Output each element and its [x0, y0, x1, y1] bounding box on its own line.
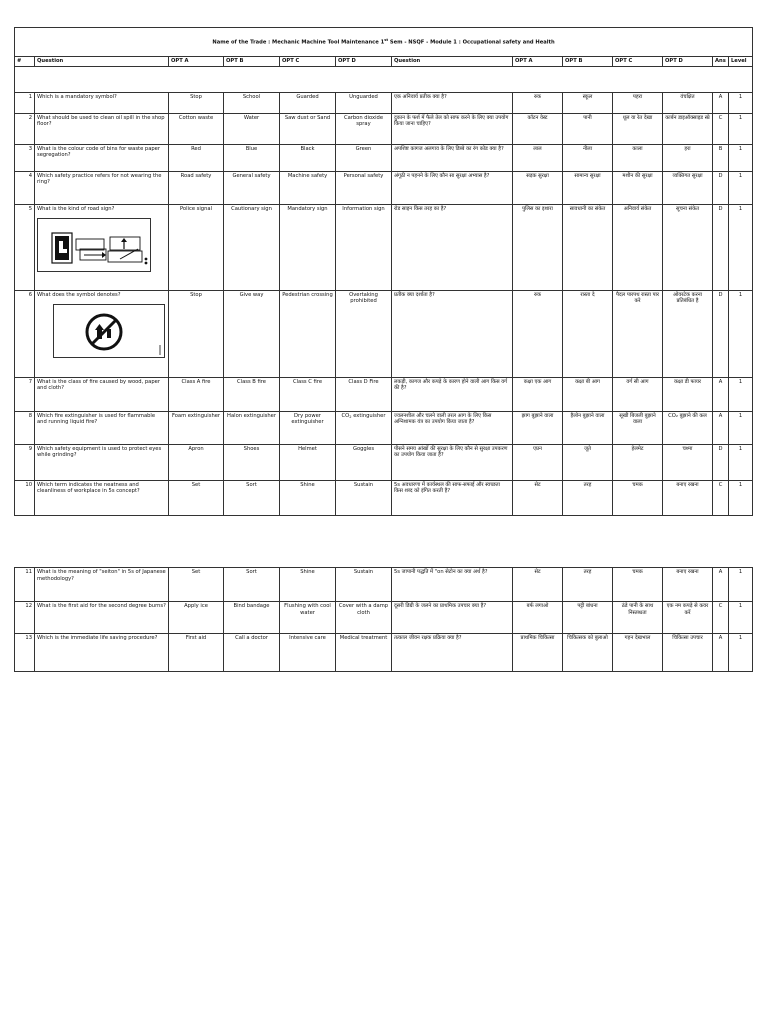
option-d: Information sign	[336, 204, 392, 290]
table-row	[15, 377, 753, 411]
option-a: First aid	[169, 634, 224, 672]
row-number: 8	[15, 411, 35, 444]
option-b: General safety	[224, 171, 280, 204]
column-header-row	[15, 57, 753, 67]
question-text-hindi: तत्काल जीवन रक्षक प्रक्रिया क्या है?	[392, 634, 513, 672]
option-a: Red	[169, 144, 224, 171]
table-row	[15, 444, 753, 480]
option-c: Guarded	[280, 92, 336, 113]
col-header-opt-a-hindi: OPT A	[513, 57, 563, 67]
question-text: Which safety practice refers for not wearing the ring?	[35, 171, 169, 204]
option-d-hindi: ओवरटेक करना प्रतिबंधित है	[663, 290, 713, 377]
table-row	[15, 171, 753, 204]
question-table-page1	[14, 27, 753, 516]
option-d: Unguarded	[336, 92, 392, 113]
option-d: Sustain	[336, 568, 392, 602]
option-c: Flushing with cool water	[280, 602, 336, 634]
table-row	[15, 634, 753, 672]
option-c-hindi: मशीन की सुरक्षा	[613, 171, 663, 204]
question-text: Which term indicates the neatness and cleanliness of workplace in 5s concept?	[35, 480, 169, 515]
question-text-hindi: दुकान के फर्श में फैले तेल को साफ करने के लिए क्या उपयोग किया जाना चाहिए?	[392, 113, 513, 144]
option-b: Give way	[224, 290, 280, 377]
col-header-opt-b-hindi: OPT B	[563, 57, 613, 67]
option-b: Shoes	[224, 444, 280, 480]
option-d-hindi: बनाए रखना	[663, 568, 713, 602]
row-number: 10	[15, 480, 35, 515]
question-text: What is the first aid for the second degree burns?	[35, 602, 169, 634]
option-c-hindi: धूल या रेत देखा	[613, 113, 663, 144]
option-c: Class C fire	[280, 377, 336, 411]
answer: A	[713, 634, 729, 672]
option-d-hindi: कार्बन डाइऑक्साइड स्प्रे	[663, 113, 713, 144]
question-text-hindi: ज्वलनशील और चलने वाली तरल आग के लिए किस अग्निशामक यंत्र का उपयोग किया जाता है?	[392, 411, 513, 444]
table-row	[15, 113, 753, 144]
option-c-hindi: गहन देखभाल	[613, 634, 663, 672]
option-c: Saw dust or Sand	[280, 113, 336, 144]
option-a-hindi: एप्रन	[513, 444, 563, 480]
row-number: 5	[15, 204, 35, 290]
option-b-hindi: कक्षा बी आग	[563, 377, 613, 411]
option-c-hindi: हेलमेट	[613, 444, 663, 480]
table-row	[15, 204, 753, 290]
level: 1	[729, 568, 753, 602]
level: 1	[729, 204, 753, 290]
question-text: What does the symbol denotes?	[37, 291, 121, 298]
option-b: Water	[224, 113, 280, 144]
option-a-hindi: रुक	[513, 290, 563, 377]
answer: B	[713, 144, 729, 171]
option-a: Class A fire	[169, 377, 224, 411]
option-d-hindi: CO₂ बुझाने की कल	[663, 411, 713, 444]
answer: D	[713, 444, 729, 480]
table-row	[15, 602, 753, 634]
answer: C	[713, 480, 729, 515]
option-b-hindi: हैलोन बुझाने वाला	[563, 411, 613, 444]
option-d-hindi: चश्मा	[663, 444, 713, 480]
option-d-hindi: कक्षा डी फायर	[663, 377, 713, 411]
question-text: What is the class of fire caused by wood, paper and cloth?	[35, 377, 169, 411]
question-text-hindi: प्रतीक क्या दर्शाता है?	[392, 290, 513, 377]
option-c: Helmet	[280, 444, 336, 480]
table-row	[15, 290, 753, 377]
option-b-hindi: सामान्य सुरक्षा	[563, 171, 613, 204]
option-a-hindi: पुलिस का इशारा	[513, 204, 563, 290]
option-a-hindi: लाल	[513, 144, 563, 171]
row-number: 13	[15, 634, 35, 672]
level: 1	[729, 171, 753, 204]
answer: A	[713, 377, 729, 411]
question-text-hindi: पीसने समय आंखों की सुरक्षा के लिए कौन से सुरक्षा उपकरण का उपयोग किया जाता है?	[392, 444, 513, 480]
option-a-hindi: कॉटन वेस्ट	[513, 113, 563, 144]
option-d-hindi: एक नम कपड़े से कवर करें	[663, 602, 713, 634]
option-b-hindi: सावधानी का संकेत	[563, 204, 613, 290]
option-b-hindi: पट्टी बांधना	[563, 602, 613, 634]
option-a-hindi: कक्षा एक आग	[513, 377, 563, 411]
option-c-hindi: अनिवार्य संकेत	[613, 204, 663, 290]
question-text-hindi: 5s अवधारणा में कार्यस्थल की साफ-सफाई और स्वच्छता किस शब्द को इंगित करती है?	[392, 480, 513, 515]
row-number: 3	[15, 144, 35, 171]
option-d: Carbon dioxide spray	[336, 113, 392, 144]
option-d-hindi: चिकित्सा उपचार	[663, 634, 713, 672]
col-header-answer: Ans	[713, 57, 729, 67]
option-d: CO2 extinguisher	[336, 411, 392, 444]
option-a: Cotton waste	[169, 113, 224, 144]
option-d: Personal safety	[336, 171, 392, 204]
option-b-hindi: पानी	[563, 113, 613, 144]
option-a-hindi: सेट	[513, 480, 563, 515]
table-row	[15, 480, 753, 515]
option-a: Stop	[169, 92, 224, 113]
option-c: Shine	[280, 568, 336, 602]
option-a-hindi: सेट	[513, 568, 563, 602]
option-d-hindi: बनाए रखना	[663, 480, 713, 515]
question-text-hindi: एक अनिवार्य प्रतीक क्या है?	[392, 92, 513, 113]
option-a-hindi: बर्फ लगाओ	[513, 602, 563, 634]
answer: A	[713, 92, 729, 113]
table-row	[15, 92, 753, 113]
option-c: Dry power extinguisher	[280, 411, 336, 444]
option-a: Set	[169, 568, 224, 602]
option-d-hindi: सूचना संकेत	[663, 204, 713, 290]
question-table-page2	[14, 567, 753, 672]
question-cell	[35, 290, 169, 377]
answer: D	[713, 171, 729, 204]
level: 1	[729, 92, 753, 113]
option-b: Sort	[224, 568, 280, 602]
option-c: Intensive care	[280, 634, 336, 672]
option-a-hindi: झाग बुझाने वाला	[513, 411, 563, 444]
option-b: Sort	[224, 480, 280, 515]
option-c: Black	[280, 144, 336, 171]
option-a-hindi: प्राथमिक चिकित्सा	[513, 634, 563, 672]
table-row	[15, 568, 753, 602]
col-header-opt-c-hindi: OPT C	[613, 57, 663, 67]
col-header-opt-d: OPT D	[336, 57, 392, 67]
option-a: Apron	[169, 444, 224, 480]
option-c-hindi: चमक	[613, 568, 663, 602]
question-text: Which fire extinguisher is used for flammable and running liquid fire?	[35, 411, 169, 444]
option-c-hindi: ठंडे पानी के साथ निस्तब्धता	[613, 602, 663, 634]
level: 1	[729, 602, 753, 634]
option-b: Blue	[224, 144, 280, 171]
question-text: Which is the immediate life saving procedure?	[35, 634, 169, 672]
option-c-hindi: सूखी बिजली बुझाने वाला	[613, 411, 663, 444]
option-c-hindi: काला	[613, 144, 663, 171]
table-row	[15, 144, 753, 171]
row-number: 7	[15, 377, 35, 411]
option-a: Road safety	[169, 171, 224, 204]
col-header-level: Level	[729, 57, 753, 67]
question-text: What is the meaning of "seiton" in 5s of Japanese methodology?	[35, 568, 169, 602]
sheet-title: Name of the Trade : Mechanic Machine Tool Maintenance 1st Sem - NSQF - Module 1 : Occupational safety and Health	[15, 28, 753, 57]
question-text-hindi: अंगूठी न पहनने के लिए कौन सा सुरक्षा अभ्यास है?	[392, 171, 513, 204]
row-number: 6	[15, 290, 35, 377]
level: 1	[729, 113, 753, 144]
question-text: What is the colour code of bins for waste paper segregation?	[35, 144, 169, 171]
question-text-hindi: अपशिष्ट कागज अलगाव के लिए डिब्बे का रंग कोड क्या है?	[392, 144, 513, 171]
option-b: Call a doctor	[224, 634, 280, 672]
option-a-hindi: सड़क सुरक्षा	[513, 171, 563, 204]
option-b-hindi: नीला	[563, 144, 613, 171]
col-header-opt-a: OPT A	[169, 57, 224, 67]
option-c: Mandatory sign	[280, 204, 336, 290]
road-sign-image	[37, 218, 151, 272]
row-number: 12	[15, 602, 35, 634]
level: 1	[729, 634, 753, 672]
question-text: Which safety equipment is used to protect eyes while grinding?	[35, 444, 169, 480]
row-number: 1	[15, 92, 35, 113]
option-a: Police signal	[169, 204, 224, 290]
option-d-hindi: व्यक्तिगत सुरक्षा	[663, 171, 713, 204]
option-b: Class B fire	[224, 377, 280, 411]
option-d: Class D Fire	[336, 377, 392, 411]
col-header-number: #	[15, 57, 35, 67]
option-c: Machine safety	[280, 171, 336, 204]
col-header-question: Question	[35, 57, 169, 67]
answer: A	[713, 568, 729, 602]
option-a: Set	[169, 480, 224, 515]
row-number: 4	[15, 171, 35, 204]
option-b-hindi: चिकित्सक को बुलाओ	[563, 634, 613, 672]
option-c-hindi: चमक	[613, 480, 663, 515]
option-b-hindi: जूते	[563, 444, 613, 480]
option-d: Overtaking prohibited	[336, 290, 392, 377]
question-text-hindi: दूसरी डिग्री के जलने का प्राथमिक उपचार क्या है?	[392, 602, 513, 634]
level: 1	[729, 411, 753, 444]
row-number: 11	[15, 568, 35, 602]
question-text-hindi: 5s जापानी पद्धति में "on सेटोन का क्या अर्थ है?	[392, 568, 513, 602]
option-b: School	[224, 92, 280, 113]
option-b-hindi: तरह	[563, 480, 613, 515]
option-b-hindi: तरह	[563, 568, 613, 602]
option-a: Stop	[169, 290, 224, 377]
option-b: Bind bandage	[224, 602, 280, 634]
option-c-hindi: पहरा	[613, 92, 663, 113]
col-header-opt-d-hindi: OPT D	[663, 57, 713, 67]
question-cell	[35, 204, 169, 290]
option-d: Green	[336, 144, 392, 171]
option-d: Goggles	[336, 444, 392, 480]
option-d: Sustain	[336, 480, 392, 515]
table-row	[15, 411, 753, 444]
prohibition-symbol-image	[53, 304, 165, 358]
level: 1	[729, 377, 753, 411]
col-header-opt-c: OPT C	[280, 57, 336, 67]
answer: C	[713, 113, 729, 144]
row-number: 2	[15, 113, 35, 144]
answer: C	[713, 602, 729, 634]
option-c: Pedestrian crossing	[280, 290, 336, 377]
level: 1	[729, 144, 753, 171]
answer: D	[713, 204, 729, 290]
option-c: Shine	[280, 480, 336, 515]
question-text-hindi: रोड साइन किस तरह का है?	[392, 204, 513, 290]
option-b: Halon extinguisher	[224, 411, 280, 444]
answer: A	[713, 411, 729, 444]
option-b-hindi: रास्ता दे	[563, 290, 613, 377]
question-text: Which is a mandatory symbol?	[35, 92, 169, 113]
col-header-opt-b: OPT B	[224, 57, 280, 67]
option-d-hindi: वंचक्षित	[663, 92, 713, 113]
col-header-question-hindi: Question	[392, 57, 513, 67]
answer: D	[713, 290, 729, 377]
option-d-hindi: हरा	[663, 144, 713, 171]
option-d: Cover with a damp cloth	[336, 602, 392, 634]
option-d: Medical treatment	[336, 634, 392, 672]
option-a-hindi: रुक	[513, 92, 563, 113]
question-text: What is the kind of road sign?	[37, 205, 115, 212]
level: 1	[729, 480, 753, 515]
option-a: Apply ice	[169, 602, 224, 634]
option-b: Cautionary sign	[224, 204, 280, 290]
level: 1	[729, 290, 753, 377]
option-c-hindi: पैदल पारपथ रास्ता पार करे	[613, 290, 663, 377]
option-c-hindi: वर्ग सी आग	[613, 377, 663, 411]
row-number: 9	[15, 444, 35, 480]
option-a: Foam extinguisher	[169, 411, 224, 444]
option-b-hindi: स्कूल	[563, 92, 613, 113]
question-text-hindi: लकड़ी, कागज और कपड़े के कारण होने वाली आग किस वर्ग की है?	[392, 377, 513, 411]
question-text: What should be used to clean oil spill in the shop floor?	[35, 113, 169, 144]
level: 1	[729, 444, 753, 480]
